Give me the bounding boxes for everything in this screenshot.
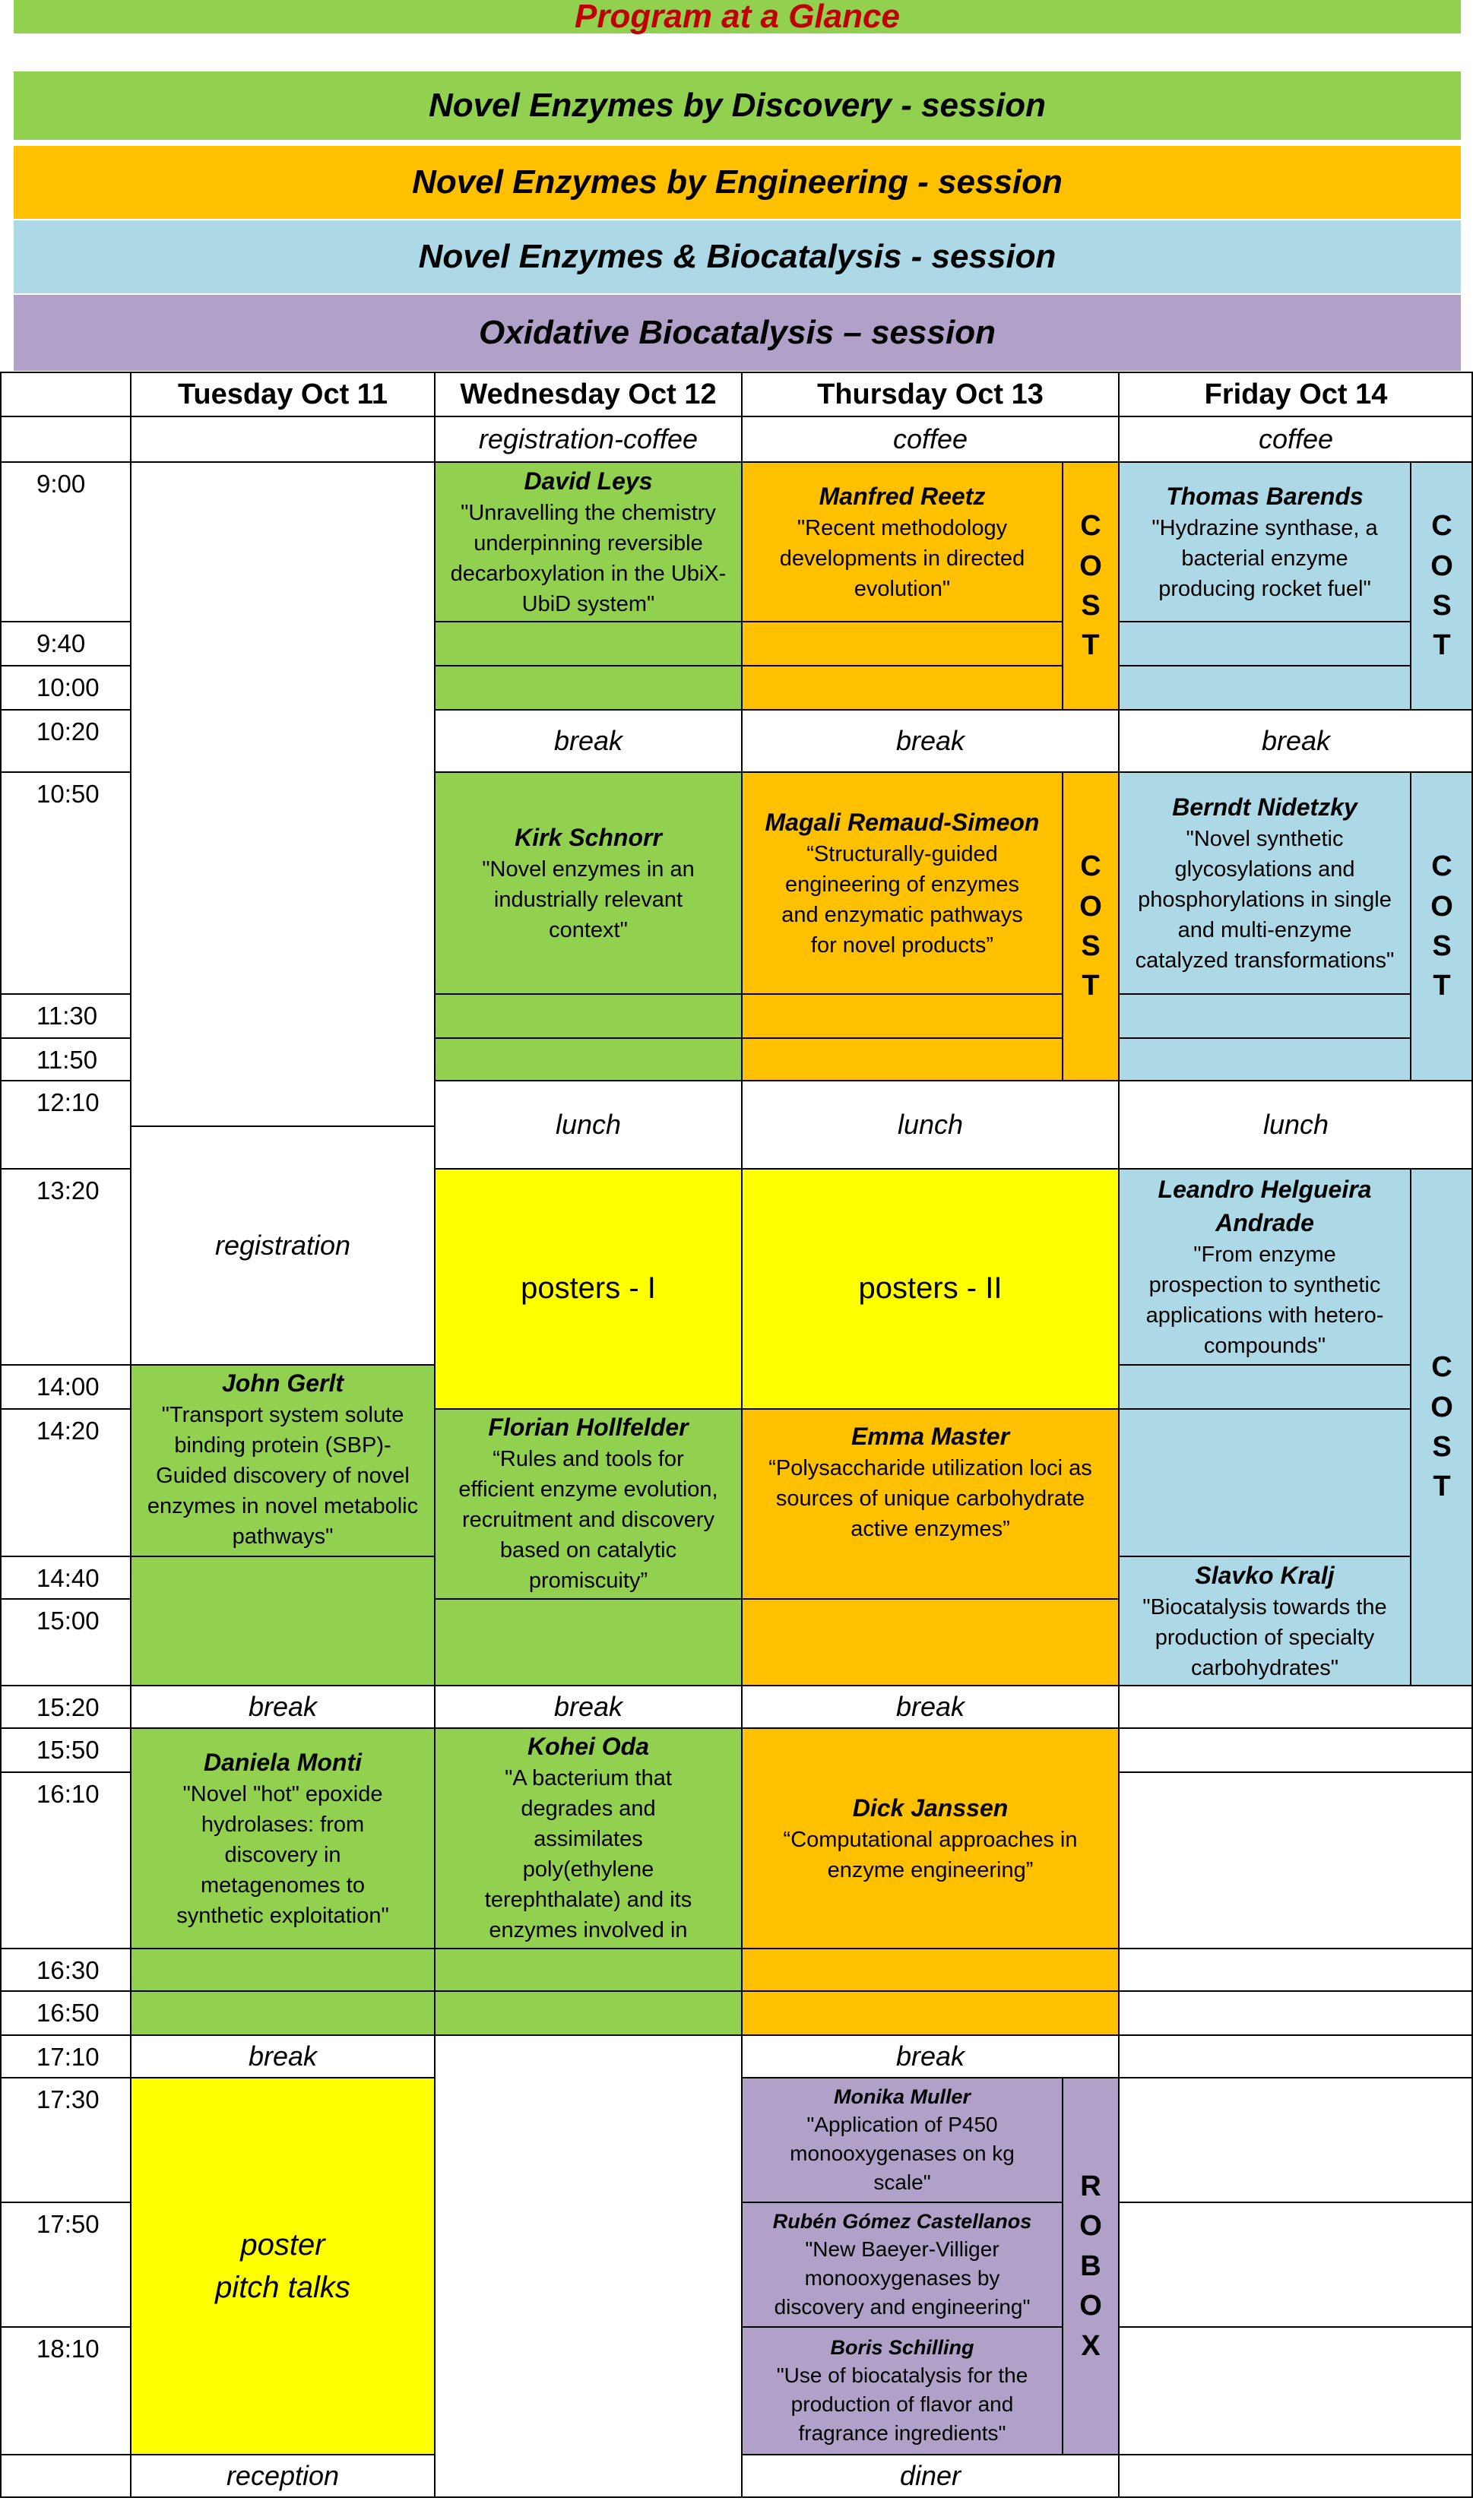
break-friday-1: break [1261,725,1331,757]
time-label: 10:00 [36,673,100,701]
cost-letter: T [1433,970,1451,1002]
talk-title: "Transport system solute binding protein (SBP)-Guided discovery of novel enzymes in novel metabolic pathways" [147,1403,419,1550]
talk-title: “Rules and tools for efficient enzyme evolution, recruitment and discovery based on catalytic promiscuity” [458,1447,718,1594]
time-label: 17:30 [36,2085,100,2113]
talk-title: "Hydrazine synthase, a bacterial enzyme producing rocket fuel" [1151,516,1378,602]
break-tuesday-1: break [248,1691,318,1723]
break-wednesday-2: break [553,1691,623,1723]
cost-letter: O [1079,890,1102,923]
cost-letter: C [1431,1351,1452,1384]
talk-title: "New Baeyer-Villiger monooxygenases by discovery and engineering" [774,2237,1031,2319]
cost-letter: T [1433,1471,1451,1503]
talk-title: “Polysaccharide utilization loci as sources of unique carbohydrate active enzymes” [768,1456,1092,1542]
time-label: 11:30 [36,1002,98,1030]
program-title: Program at a Glance [575,0,900,35]
registration-coffee: registration-coffee [478,423,698,455]
time-label: 11:50 [36,1046,98,1074]
lunch-wednesday: lunch [555,1109,622,1141]
talk-title: “Computational approaches in enzyme engineering” [783,1828,1078,1883]
time-label: 14:40 [36,1564,100,1592]
cost-letter: C [1080,850,1101,883]
coffee-thursday: coffee [892,423,968,455]
robox-letter: O [1079,2290,1102,2322]
speaker-name: John Gerlt [221,1369,344,1397]
talk-title: "Novel synthetic glycosylations and phosphorylations in single and multi-enzyme catalyzed transformations" [1135,827,1395,973]
time-label: 13:20 [36,1176,100,1205]
posters-1: posters - I [435,1169,742,1409]
time-label: 15:00 [36,1607,100,1635]
speaker-name: Daniela Monti [203,1748,362,1776]
robox-letter: R [1080,2170,1101,2202]
day-header-wednesday: Wednesday Oct 12 [460,378,717,410]
time-label: 15:20 [36,1693,100,1721]
speaker-name: Kohei Oda [527,1733,649,1760]
time-label: 12:10 [36,1088,100,1116]
robox-letter: B [1080,2249,1101,2282]
speaker-name: Berndt Nidetzky [1172,793,1357,821]
diner: diner [899,2460,961,2492]
speaker-name: Kirk Schnorr [515,823,662,851]
speaker-name: Monika Muller [833,2085,971,2108]
speaker-name: Thomas Barends [1166,482,1364,510]
cost-letter: T [1082,970,1100,1002]
time-label: 17:10 [36,2043,100,2071]
talk-title: "Biocatalysis towards the production of specialty carbohydrates" [1142,1595,1387,1681]
poster-pitch-line-2: pitch talks [215,2271,350,2304]
time-label: 14:00 [36,1372,100,1401]
cost-letter: C [1431,510,1452,543]
break-wednesday-1: break [553,725,623,757]
talk-title: "From enzyme prospection to synthetic applications with hetero-compounds" [1145,1243,1384,1359]
cost-letter: O [1430,1391,1453,1423]
break-thursday-3: break [895,2040,965,2072]
coffee-friday: coffee [1258,423,1334,455]
cost-letter: S [1432,1431,1452,1463]
legend-discovery-label: Novel Enzymes by Discovery - session [429,87,1046,124]
lunch-friday: lunch [1262,1109,1329,1141]
legend-oxidative-label: Oxidative Biocatalysis – session [479,314,996,351]
cost-letter: S [1081,590,1101,622]
time-label: 16:10 [36,1780,100,1808]
speaker-name: Slavko Kralj [1195,1561,1335,1589]
talk-title: "Novel enzymes in an industrially relevant context" [482,857,695,943]
cost-letter: S [1081,930,1101,962]
speaker-name: Manfred Reetz [819,482,986,510]
day-header-tuesday: Tuesday Oct 11 [178,378,388,410]
talk-title: "Novel "hot" epoxide hydrolases: from discovery in metagenomes to synthetic exploitation" [176,1782,389,1929]
time-label: 10:20 [36,717,100,746]
talk-title: "A bacterium that degrades and assimilates poly(ethylene terephthalate) and its enzymes involved in [484,1766,692,1943]
talk-title: “Structurally-guided engineering of enzymes and enzymatic pathways for novel products” [781,842,1023,958]
reception: reception [226,2460,340,2492]
robox-letter: O [1079,2210,1102,2243]
cost-letter: S [1432,590,1452,622]
time-label: 18:10 [36,2335,100,2363]
cost-letter: T [1082,629,1100,662]
speaker-name: Magali Remaud-Simeon [765,808,1040,836]
time-label: 17:50 [36,2210,100,2238]
time-label: 16:50 [36,1999,100,2027]
time-label: 16:30 [36,1956,100,1984]
talk-title: "Application of P450 monooxygenases on kg scale" [790,2113,1015,2195]
cost-letter: C [1080,510,1101,543]
time-label: 9:40 [36,629,86,657]
lunch-thursday: lunch [897,1109,964,1141]
time-label: 15:50 [36,1736,100,1764]
speaker-name: Boris Schilling [830,2335,974,2359]
posters-2: posters - II [742,1169,1119,1409]
talk-title: "Recent methodology developments in directed evolution" [779,516,1025,602]
speaker-name: David Leys [524,467,653,495]
registration-label: registration [214,1230,351,1262]
cost-letter: C [1431,850,1452,883]
time-label: 14:20 [36,1417,100,1445]
talk-title: "Use of biocatalysis for the production of flavor and fragrance ingredients" [776,2363,1028,2446]
poster-pitch-line-1: poster [240,2228,325,2262]
day-header-thursday: Thursday Oct 13 [817,378,1044,410]
time-label: 9:00 [36,470,86,498]
legend-engineering-label: Novel Enzymes by Engineering - session [412,163,1063,201]
break-thursday-1: break [895,725,965,757]
cost-letter: O [1430,890,1453,923]
talk-title: "Unravelling the chemistry underpinning reversible decarboxylation in the UbiX-UbiD system" [450,501,727,617]
cost-letter: S [1432,930,1452,962]
robox-letter: X [1081,2329,1101,2362]
break-tuesday-2: break [248,2040,318,2072]
cost-letter: T [1433,629,1451,662]
speaker-name: Florian Hollfelder [488,1414,689,1441]
speaker-name: Rubén Gómez Castellanos [772,2209,1032,2233]
day-header-friday: Friday Oct 14 [1204,378,1388,410]
break-thursday-2: break [895,1691,965,1723]
speaker-name: Emma Master [851,1423,1010,1450]
time-label: 10:50 [36,780,100,808]
cost-letter: O [1079,549,1102,582]
speaker-name: Leandro Helgueira Andrade [1158,1175,1372,1236]
cost-letter: O [1430,549,1453,582]
speaker-name: Dick Janssen [852,1793,1009,1822]
legend-biocatalysis-label: Novel Enzymes & Biocatalysis - session [418,238,1056,275]
